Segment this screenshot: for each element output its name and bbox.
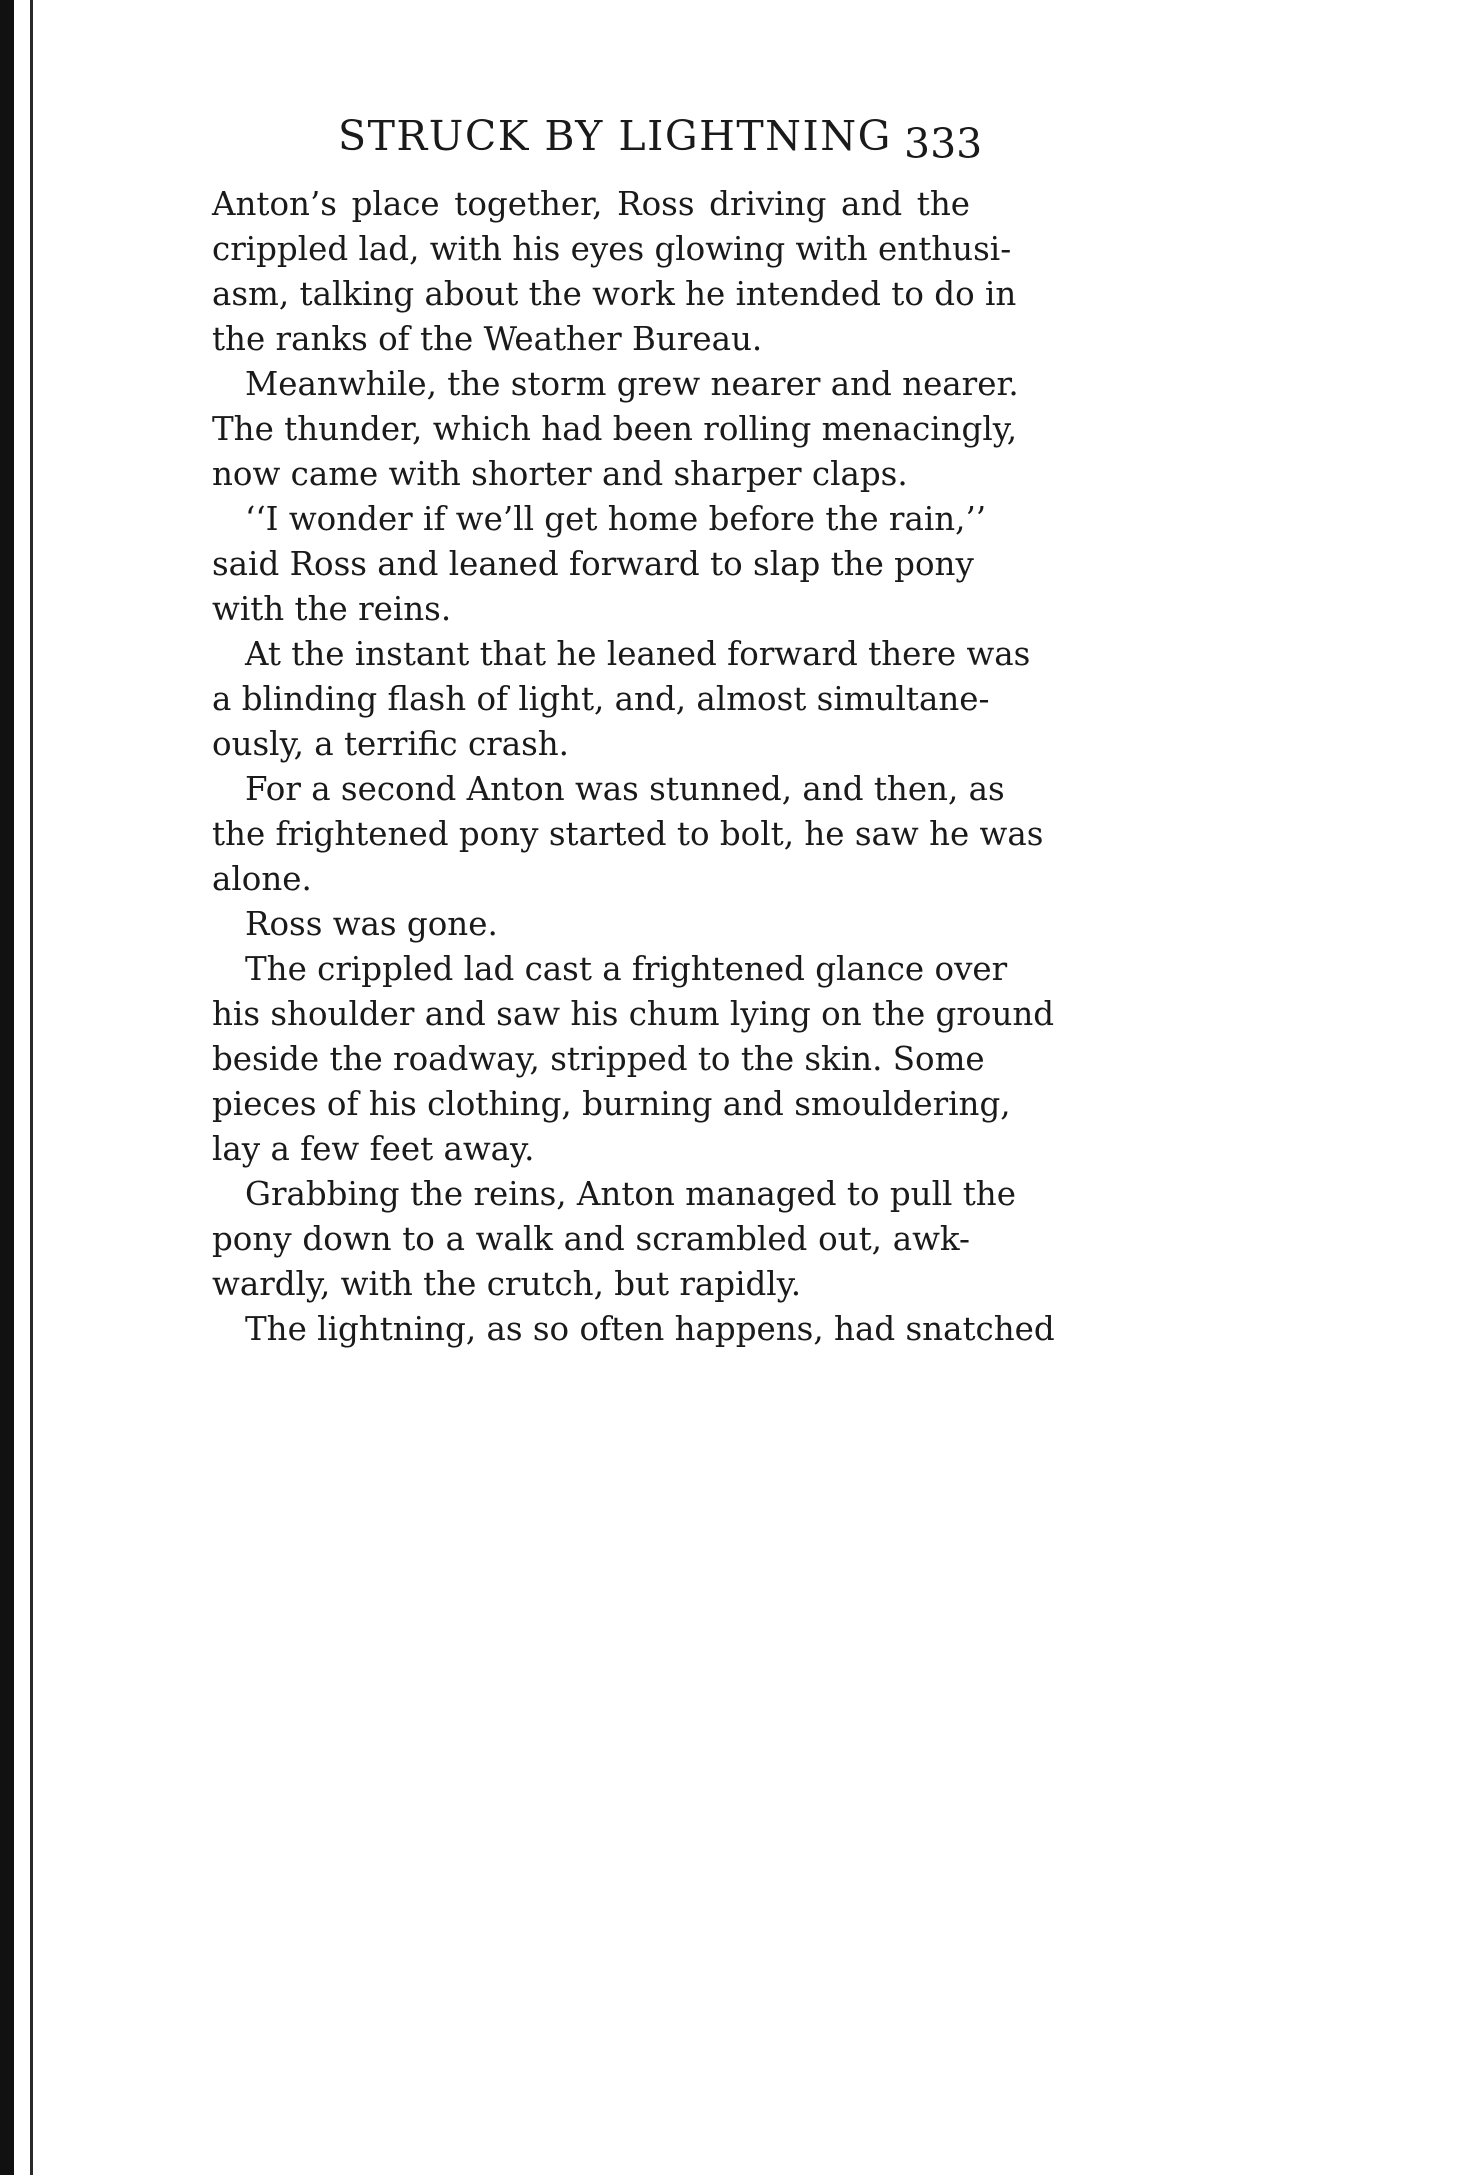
paragraph: [212, 947, 1055, 1172]
text-line: a blinding flash of light, and, almost simultane-: [212, 680, 990, 718]
text-line: with the reins.: [212, 590, 452, 628]
text-line: The thunder, which had been rolling menacingly,: [212, 410, 1018, 448]
text-line: asm, talking about the work he intended to do in: [212, 275, 1017, 313]
text-line: For a second Anton was stunned, and then, as: [245, 770, 1005, 808]
paragraph: [212, 1307, 1055, 1352]
text-line: wardly, with the crutch, but rapidly.: [212, 1265, 802, 1303]
text-line: Anton’s place together, Ross driving and the: [212, 185, 970, 223]
text-line: alone.: [212, 860, 312, 898]
text-line: the frightened pony started to bolt, he saw he was: [212, 815, 1044, 853]
binding-line: [30, 0, 33, 2175]
text-line: pony down to a walk and scrambled out, awk-: [212, 1220, 970, 1258]
paragraph: [212, 497, 987, 632]
body-text: [212, 182, 1055, 1352]
text-line: ously, a terrific crash.: [212, 725, 570, 763]
text-line: Ross was gone.: [245, 905, 498, 943]
text-line: the ranks of the Weather Bureau.: [212, 320, 763, 358]
text-line: now came with shorter and sharper claps.: [212, 455, 908, 493]
paragraph: [212, 182, 1017, 362]
text-line: his shoulder and saw his chum lying on the ground: [212, 995, 1055, 1033]
binding-edge: [0, 0, 14, 2175]
text-line: At the instant that he leaned forward there was: [245, 635, 1031, 673]
paragraph: [212, 902, 970, 947]
page-number: 333: [904, 120, 983, 168]
text-line: pieces of his clothing, burning and smouldering,: [212, 1085, 1011, 1123]
text-line: The crippled lad cast a frightened glance over: [245, 950, 1008, 988]
text-line: lay a few feet away.: [212, 1130, 535, 1168]
running-title: STRUCK BY LIGHTNING: [338, 112, 892, 160]
paragraph: [212, 362, 1019, 497]
text-line: said Ross and leaned forward to slap the pony: [212, 545, 974, 583]
text-line: crippled lad, with his eyes glowing with enthusi-: [212, 230, 1012, 268]
text-line: The lightning, as so often happens, had snatched: [245, 1310, 1055, 1348]
text-line: Grabbing the reins, Anton managed to pull the: [245, 1175, 1016, 1213]
text-line: beside the roadway, stripped to the skin. Some: [212, 1040, 985, 1078]
paragraph: [212, 1172, 1016, 1307]
text-line: Meanwhile, the storm grew nearer and nearer.: [245, 365, 1019, 403]
running-head: [338, 112, 983, 182]
text-line: ‘‘I wonder if we’ll get home before the rain,’’: [245, 500, 987, 538]
paragraph: [212, 632, 1031, 767]
paragraph: [212, 767, 1044, 902]
